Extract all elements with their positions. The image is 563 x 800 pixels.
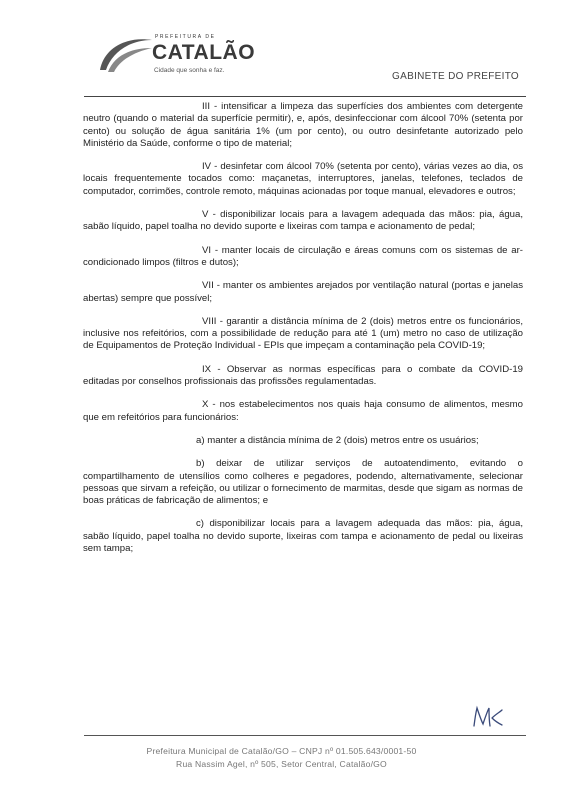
footer-address-street: Rua Nassim Agel, nº 505, Setor Central, Catalão/GO [176, 759, 387, 769]
subitem-c: c) disponibilizar locais para a lavagem adequada das mãos: pia, água, sabão líquido, papel toalha no devido suporte, lixeiras com tampa e acionamento de pedal ou lixeiras sem tampa; [83, 518, 523, 555]
office-title: GABINETE DO PREFEITO [392, 71, 519, 82]
logo-city-name: CATALÃO [152, 41, 256, 64]
paragraph-vii: VII - manter os ambientes arejados por ventilação natural (portas e janelas abertas) sempre que possível; [83, 280, 523, 304]
logo-swoosh-icon [96, 30, 154, 76]
handwritten-initials [470, 704, 504, 735]
logo-slogan: Cidade que sonha e faz. [154, 67, 225, 74]
paragraph-viii: VIII - garantir a distância mínima de 2 (dois) metros entre os funcionários, inclusive nos refeitórios, com a possibilidade de redução para até 1 (um) metro no caso de utilização de Equipamentos de Proteção Individual - EPIs que impeçam a contaminação pela COVID-19; [83, 315, 523, 352]
paragraph-x: X - nos estabelecimentos nos quais haja consumo de alimentos, mesmo que em refeitórios para funcionários: [83, 399, 523, 423]
city-logo [96, 30, 286, 82]
paragraph-iv: IV - desinfetar com álcool 70% (setenta por cento), várias vezes ao dia, os locais frequentemente tocados como: maçanetas, interruptores, janelas, telefones, teclados de computador, corrimões, controle remoto, máquinas acionadas por toque manual, elevadores e outros; [83, 161, 523, 197]
logo-prefeitura-label: PREFEITURA DE [155, 34, 216, 40]
paragraph-vi: VI - manter locais de circulação e áreas comuns com os sistemas de ar-condicionado limpos (filtros e dutos); [83, 244, 523, 268]
footer-divider [84, 735, 526, 736]
document-body [83, 101, 523, 566]
footer-address-cnpj: Prefeitura Municipal de Catalão/GO – CNPJ nº 01.505.643/0001-50 [146, 746, 417, 756]
paragraph-ix: IX - Observar as normas específicas para o combate da COVID-19 editadas por conselhos profissionais das profissões regulamentadas. [83, 363, 523, 388]
paragraph-iii: III - intensificar a limpeza das superfícies dos ambientes com detergente neutro (quando o material da superfície permitir), e, após, desinfeccionar com álcool 70% (setenta por cento) ou solução de água sanitária 1% (um por cento), ou outro desinfetante autorizado pelo Ministério da Saúde, conforme o tipo de material; [83, 101, 523, 149]
subitem-b: b) deixar de utilizar serviços de autoatendimento, evitando o compartilhamento de utensílios como colheres e pegadores, podendo, alternativamente, selecionar pessoas que sirvam a refeição, ou utilizar o fornecimento de marmitas, desde que sigam as normas de boas práticas de fabricação de alimentos; e [83, 458, 523, 507]
paragraph-v: V - disponibilizar locais para a lavagem adequada das mãos: pia, água, sabão líquido, papel toalha no devido suporte e lixeiras com tampa e acionamento de pedal; [83, 209, 523, 233]
subitem-a: a) manter a distância mínima de 2 (dois) metros entre os usuários; [196, 434, 479, 446]
header-divider [84, 96, 526, 97]
